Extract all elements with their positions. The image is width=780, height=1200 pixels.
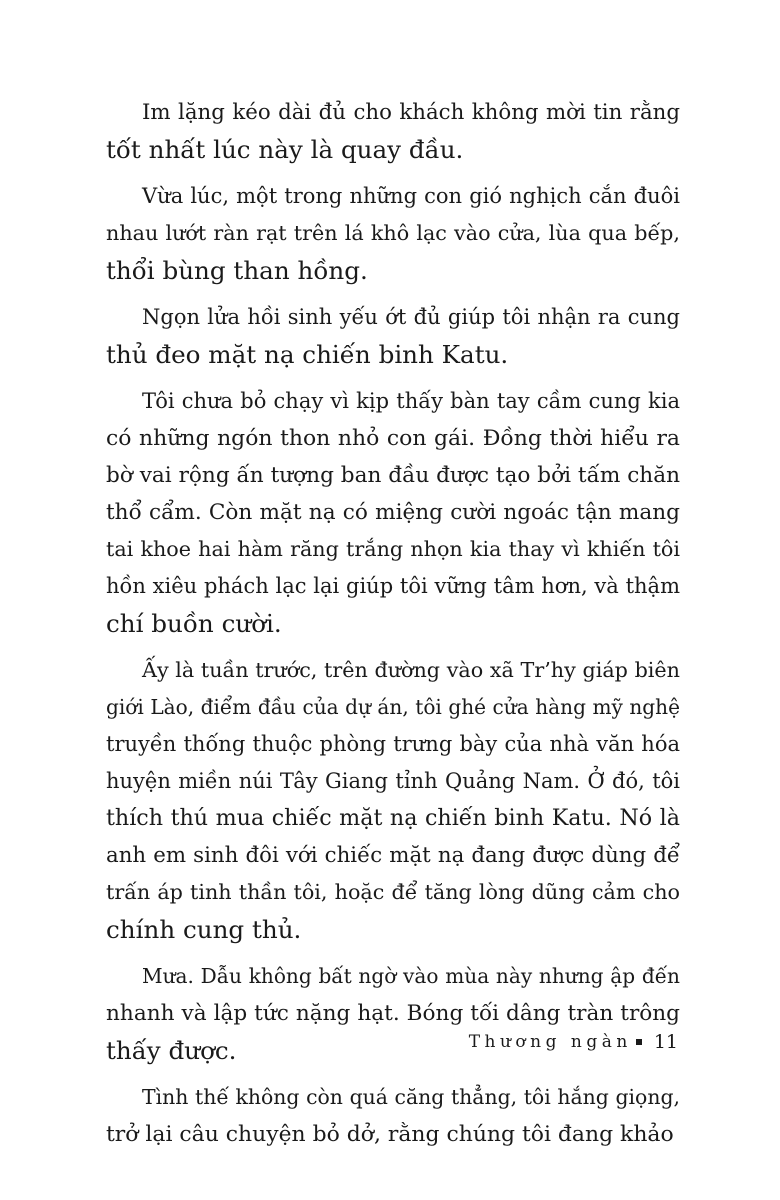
text-line: có những ngón thon nhỏ con gái. Đồng thời hiểu ra — [106, 426, 680, 451]
text-line: nhau lướt ràn rạt trên lá khô lạc vào cửa, lùa qua bếp, — [106, 221, 680, 245]
text-line: Ngọn lửa hồi sinh yếu ớt đủ giúp tôi nhận ra cung — [142, 305, 680, 329]
text-line: Tình thế không còn quá căng thẳng, tôi hắng giọng, — [142, 1085, 680, 1109]
text-line: tai khoe hai hàm răng trắng nhọn kia thay vì khiến tôi — [106, 537, 680, 561]
paragraph — [106, 94, 680, 168]
text-line: bờ vai rộng ấn tượng ban đầu được tạo bởi tấm chăn — [106, 463, 680, 488]
text-line: huyện miền núi Tây Giang tỉnh Quảng Nam. Ở đó, tôi — [106, 769, 680, 793]
footer-separator-square — [636, 1039, 642, 1045]
text-line: chí buồn cười. — [106, 609, 282, 638]
text-line: Tôi chưa bỏ chạy vì kịp thấy bàn tay cầm cung kia — [142, 389, 680, 413]
paragraph — [106, 383, 680, 642]
text-line: chính cung thủ. — [106, 915, 302, 944]
text-line: giới Lào, điểm đầu của dự án, tôi ghé cửa hàng mỹ nghệ — [106, 695, 680, 719]
text-line: thủ đeo mặt nạ chiến binh Katu. — [106, 340, 509, 369]
text-line: Vừa lúc, một trong những con gió nghịch cắn đuôi — [142, 184, 680, 208]
paragraph — [106, 178, 680, 289]
text-line: thổi bùng than hồng. — [106, 256, 368, 285]
text-line: thích thú mua chiếc mặt nạ chiến binh Katu. Nó là — [106, 805, 680, 831]
text-line: tốt nhất lúc này là quay đầu. — [106, 135, 464, 164]
text-line: thấy được. — [106, 1036, 237, 1065]
text-line: nhanh và lập tức nặng hạt. Bóng tối dâng tràn trông — [106, 1001, 680, 1026]
paragraph — [106, 1079, 680, 1153]
text-line: Ấy là tuần trước, trên đường vào xã Tr’hy giáp biên — [142, 658, 680, 682]
text-line: Mưa. Dẫu không bất ngờ vào mùa này nhưng ập đến — [142, 964, 680, 988]
body-text — [106, 94, 680, 1163]
running-title: Thương ngàn — [468, 1032, 632, 1052]
text-line: trở lại câu chuyện bỏ dở, rằng chúng tôi đang khảo — [106, 1122, 674, 1147]
page-footer — [420, 1027, 678, 1057]
text-line: thổ cẩm. Còn mặt nạ có miệng cười ngoác tận mang — [106, 500, 680, 525]
text-line: Im lặng kéo dài đủ cho khách không mời tin rằng — [142, 100, 680, 125]
text-line: truyền thống thuộc phòng trưng bày của nhà văn hóa — [106, 732, 680, 756]
text-line: hồn xiêu phách lạc lại giúp tôi vững tâm hơn, và thậm — [106, 574, 680, 598]
text-line: trấn áp tinh thần tôi, hoặc để tăng lòng dũng cảm cho — [106, 880, 680, 904]
paragraph — [106, 652, 680, 948]
paragraph — [106, 299, 680, 373]
text-line: anh em sinh đôi với chiếc mặt nạ đang được dùng để — [106, 843, 680, 868]
page-number: 11 — [653, 1031, 678, 1053]
